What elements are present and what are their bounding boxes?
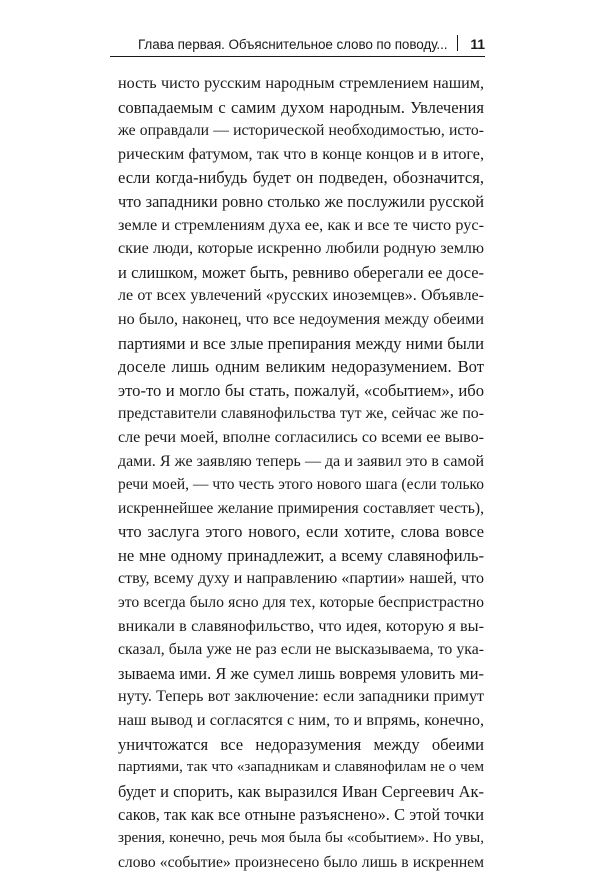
text-line: искреннейшее желание примирения составляет честь), <box>118 499 484 517</box>
text-line: но было, наконец, что все недоумения между обеими <box>118 310 484 328</box>
text-line: уничтожатся все недоразумения между обеими <box>118 734 484 754</box>
text-line: что заслуга этого нового, если хотите, слова вовсе <box>118 522 484 542</box>
text-line: речи моей, — что честь этого нового шага (если только <box>118 476 484 494</box>
text-line: представители славянофильства тут же, сейчас же по- <box>118 405 484 423</box>
text-line: совпадаемым с самим духом народным. Увлечения <box>118 97 484 117</box>
body-text <box>118 72 484 874</box>
text-line: что западники ровно столько же послужили русской <box>118 191 484 211</box>
running-head <box>110 30 485 52</box>
text-line: не мне одному принадлежит, а всему славянофиль- <box>118 545 484 565</box>
text-line: будет и спорить, как выразился Иван Сергеевич Ак- <box>118 781 484 801</box>
text-line: нуту. Теперь вот заключение: если западники примут <box>118 688 484 706</box>
chapter-title: Глава первая. Объяснительное слово по поводу... <box>137 37 448 52</box>
text-line: если когда-нибудь будет он подведен, обозначится, <box>118 168 484 188</box>
text-line: сле речи моей, вполне согласились со всеми ее выво- <box>118 428 484 446</box>
text-line: и слишком, может быть, ревниво оберегали ее досе- <box>118 262 484 282</box>
text-line: доселе лишь одним великим недоразумением. Вот <box>118 357 484 377</box>
text-line: это всегда было ясно для тех, которые беспристрастно <box>118 594 484 612</box>
header-rule <box>110 56 485 57</box>
text-line: партиями и все злые препирания между ними были <box>118 333 484 353</box>
text-line: вникали в славянофильство, что идея, которую я вы- <box>118 616 484 635</box>
text-line: сказал, была уже не раз если не высказываема, то ука- <box>118 641 484 659</box>
text-line: зываема ими. Я же сумел лишь вовремя уловить ми- <box>118 663 484 683</box>
text-line: земле и стремлениям духа ее, как и все те чисто рус- <box>118 215 484 234</box>
text-line: ству, всему духу и направлению «партии» нашей, что <box>118 570 484 588</box>
text-line: ле от всех увлечений «русских иноземцев». Объявле- <box>118 287 484 305</box>
text-line: наш вывод и согласятся с ним, то и впрямь, конечно, <box>118 711 484 730</box>
text-line: ские люди, которые искренно любили родную землю <box>118 240 484 258</box>
text-line: слово «событие» произнесено было лишь в искреннем <box>118 853 484 871</box>
text-line: это-то и могло бы стать, пожалуй, «событием», ибо <box>118 380 484 400</box>
text-line: зрения, конечно, речь моя была бы «событием». Но увы, <box>118 830 484 846</box>
header-divider <box>457 35 458 51</box>
text-line: рическим фатумом, так что в конце концов и в итоге, <box>118 145 484 163</box>
text-line: дами. Я же заявляю теперь — да и заявил это в самой <box>118 452 484 470</box>
text-line: же оправдали — исторической необходимостью, исто- <box>118 122 484 140</box>
text-line: ность чисто русским народным стремлением нашим, <box>118 75 484 92</box>
text-line: партиями, так что «западникам и славянофилам не о чем <box>118 759 484 776</box>
page-number: 11 <box>470 36 485 52</box>
text-line: саков, так как все отныне разъяснено». С этой точки <box>118 805 484 825</box>
